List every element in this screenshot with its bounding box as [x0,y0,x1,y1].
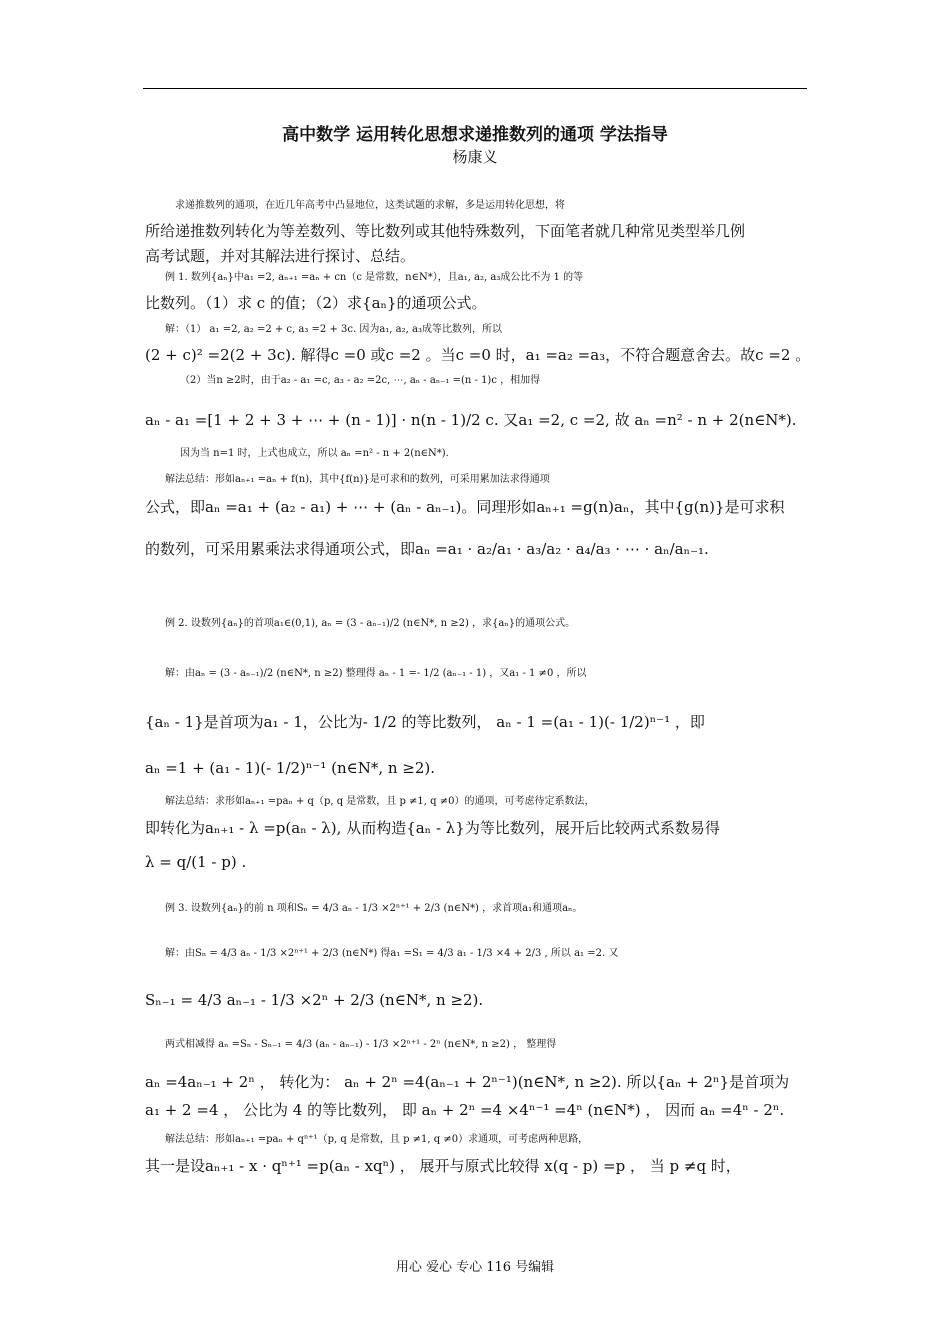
page-title: 高中数学 运用转化思想求递推数列的通项 学法指导 [282,125,668,145]
solution-line: 两式相减得 aₙ =Sₙ - Sₙ₋₁ = 4/3 (aₙ - aₙ₋₁) - 1/3 ×2ⁿ⁺¹ - 2ⁿ (n∈N*, n ≥2) ， 整理得 [165,1039,557,1050]
solution-line: 解：（1） a₁ =2, a₂ =2 + c, a₃ =2 + 3c. 因为a₁, a₂, a₃成等比数列，所以 [165,324,502,335]
intro-line: 所给递推数列转化为等差数列、等比数列或其他特殊数列，下面笔者就几种常见类型举几例 [145,222,746,240]
solution-line: 解：由aₙ = (3 - aₙ₋₁)/2 (n∈N*, n ≥2) 整理得 aₙ - 1 =- 1/2 (aₙ₋₁ - 1) ，又a₁ - 1 ≠0 ，所以 [165,668,587,679]
solution-line: (2 + c)² =2(2 + 3c). 解得c =0 或c =2 。当c =0 时，a₁ =a₂ =a₃，不符合题意舍去。故c =2 。 [145,346,811,364]
author: 杨康义 [452,148,498,166]
summary-line: 解法总结：形如aₙ₊₁ =paₙ + qⁿ⁺¹（p, q 是常数，且 p ≠1, q ≠0）求通项，可考虑两种思路， [165,1134,589,1145]
header-rule [143,88,807,89]
example-1-statement: 例 1. 数列{aₙ}中a₁ =2, aₙ₊₁ =aₙ + cn（c 是常数，n∈N*），且a₁, a₂, a₃成公比不为 1 的等 [165,272,584,283]
solution-line: aₙ - a₁ =[1 + 2 + 3 + ⋯ + (n - 1)] · n(n - 1)/2 c. 又a₁ =2, c =2, 故 aₙ =n² - n + 2(n∈N*). [145,411,797,429]
summary-line: 即转化为aₙ₊₁ - λ =p(aₙ - λ), 从而构造{aₙ - λ}为等比数列，展开后比较两式系数易得 [145,819,720,837]
example-3-statement: 例 3. 设数列{aₙ}的前 n 项和Sₙ = 4/3 aₙ - 1/3 ×2ⁿ⁺¹ + 2/3 (n∈N*) ，求首项a₁和通项aₙ。 [165,903,583,914]
solution-line: （2）当n ≥2时，由于a₂ - a₁ =c, a₃ - a₂ =2c, ⋯, aₙ - aₙ₋₁ =(n - 1)c ，相加得 [180,375,541,386]
page-footer: 用心 爱心 专心 116 号编辑 [395,1260,555,1275]
summary-line: λ = q/(1 - p) . [145,853,247,871]
intro-line: 高考试题，并对其解法进行探讨、总结。 [145,247,416,265]
solution-line: Sₙ₋₁ = 4/3 aₙ₋₁ - 1/3 ×2ⁿ + 2/3 (n∈N*, n ≥2). [145,991,484,1009]
solution-line: 因为当 n=1 时，上式也成立，所以 aₙ =n² - n + 2(n∈N*). [180,448,449,459]
summary-line: 的数列，可采用累乘法求得通项公式，即aₙ =a₁ · a₂/a₁ · a₃/a₂ · a₄/a₃ · ⋯ · aₙ/aₙ₋₁. [145,540,709,558]
solution-line: aₙ =1 + (a₁ - 1)(- 1/2)ⁿ⁻¹ (n∈N*, n ≥2). [145,759,436,777]
solution-line: 解：由Sₙ = 4/3 aₙ - 1/3 ×2ⁿ⁺¹ + 2/3 (n∈N*) 得a₁ =S₁ = 4/3 a₁ - 1/3 ×4 + 2/3 , 所以 a₁ =2. 又 [165,948,619,959]
summary-line: 解法总结：求形如aₙ₊₁ =paₙ + q（p, q 是常数，且 p ≠1, q ≠0）的通项，可考虑待定系数法， [165,796,595,807]
solution-line: {aₙ - 1}是首项为a₁ - 1，公比为- 1/2 的等比数列， aₙ - 1 =(a₁ - 1)(- 1/2)ⁿ⁻¹ ，即 [145,713,705,731]
summary-line: 其一是设aₙ₊₁ - x · qⁿ⁺¹ =p(aₙ - xqⁿ) ， 展开与原式比较得 x(q - p) =p ， 当 p ≠q 时， [145,1157,741,1175]
solution-line: aₙ =4aₙ₋₁ + 2ⁿ ， 转化为： aₙ + 2ⁿ =4(aₙ₋₁ + 2ⁿ⁻¹)(n∈N*, n ≥2). 所以{aₙ + 2ⁿ}是首项为 [145,1073,790,1091]
summary-line: 解法总结：形如aₙ₊₁ =aₙ + f(n)，其中{f(n)}是可求和的数列，可采用累加法求得通项 [165,474,550,485]
summary-line: 公式，即aₙ =a₁ + (a₂ - a₁) + ⋯ + (aₙ - aₙ₋₁)。同理形如aₙ₊₁ =g(n)aₙ，其中{g(n)}是可求积 [145,498,785,516]
intro-line: 求递推数列的通项，在近几年高考中凸显地位，这类试题的求解，多是运用转化思想，将 [175,200,565,211]
example-2-statement: 例 2. 设数列{aₙ}的首项a₁∈(0,1), aₙ = (3 - aₙ₋₁)/2 (n∈N*, n ≥2) ，求{aₙ}的通项公式。 [165,618,576,629]
solution-line: a₁ + 2 =4 ， 公比为 4 的等比数列， 即 aₙ + 2ⁿ =4 ×4ⁿ⁻¹ =4ⁿ (n∈N*) ， 因而 aₙ =4ⁿ - 2ⁿ. [145,1101,785,1119]
example-1-statement: 比数列。（1）求 c 的值；（2）求{aₙ}的通项公式。 [145,294,487,312]
